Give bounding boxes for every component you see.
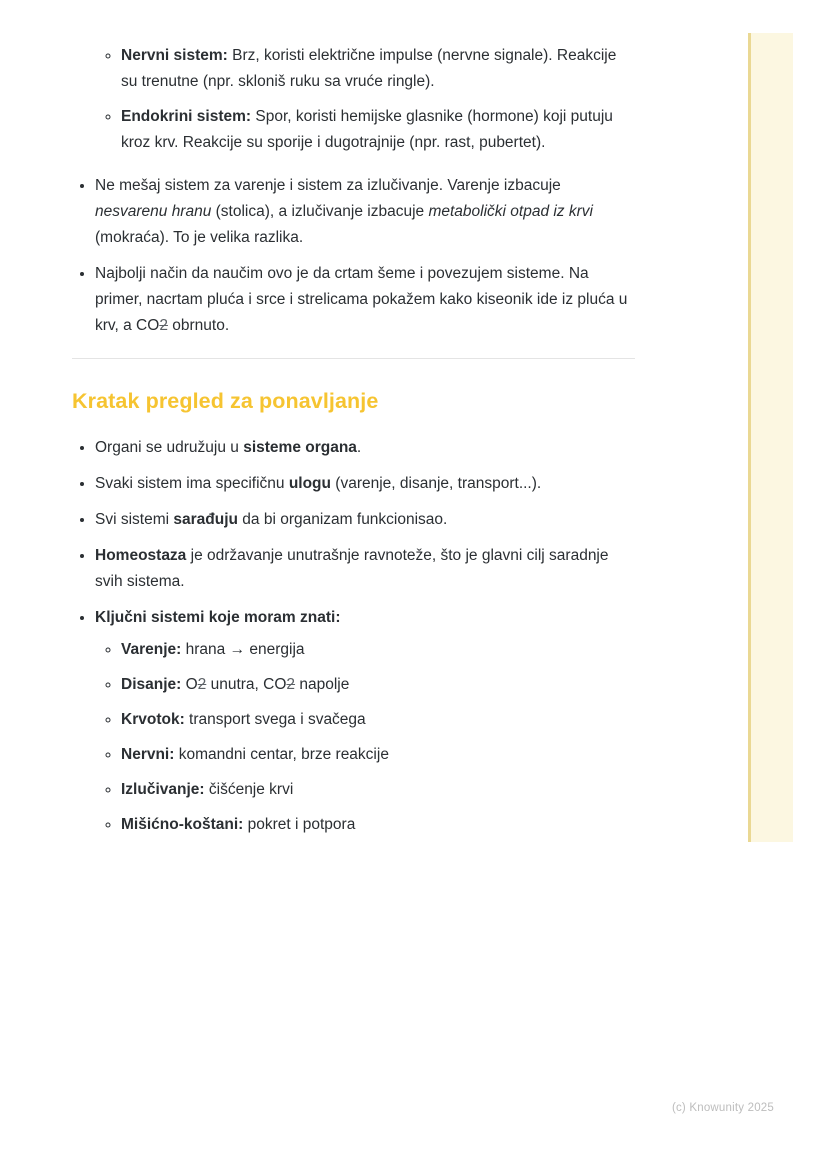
text-segment: sarađuju: [173, 511, 238, 528]
text-segment: (stolica), a izlučivanje izbacuje: [211, 203, 429, 220]
text-segment: Nervni sistem:: [121, 47, 233, 64]
list-item: [121, 741, 635, 768]
text-segment: Ključni sistemi koje moram znati:: [95, 609, 341, 626]
text-segment: Svi sistemi: [95, 511, 174, 528]
text-segment: metabolički otpad iz krvi: [428, 203, 593, 220]
text-segment: transport svega i svačega: [189, 711, 366, 728]
text-segment: nesvarenu hranu: [95, 203, 212, 220]
list-item: [95, 260, 635, 339]
text-segment: (varenje, disanje, transport...).: [331, 475, 542, 492]
list-item: [121, 671, 635, 698]
review-bullet-list: [72, 434, 635, 838]
text-segment: Varenje:: [121, 641, 186, 658]
page-edge-decoration: [748, 33, 793, 842]
text-segment: 2: [286, 676, 296, 693]
list-item: [95, 542, 635, 595]
text-segment: komandni centar, brze reakcije: [178, 746, 389, 763]
text-segment: Krvotok:: [121, 711, 190, 728]
text-segment: obrnuto.: [167, 317, 230, 334]
text-segment: Homeostaza: [95, 547, 187, 564]
section-heading: Kratak pregled za ponavljanje: [72, 389, 379, 413]
list-item: [95, 172, 635, 251]
copyright-footer: (c) Knowunity 2025: [671, 1102, 774, 1114]
text-segment: 2: [197, 676, 207, 693]
text-segment: sisteme organa: [243, 439, 357, 456]
text-segment: Mišićno-koštani:: [121, 816, 248, 833]
text-segment: Najbolji način da naučim ovo je da crtam šeme i povezujem sisteme. Na primer, nacrtam pluća i srce i strelicama pokažem kako kiseonik ide iz pluća u krv, a CO: [95, 265, 628, 334]
text-segment: hrana → energija: [185, 641, 305, 658]
nested-bullet-list: [95, 636, 635, 838]
text-segment: unutra, CO: [206, 676, 287, 693]
text-segment: Disanje:: [121, 676, 186, 693]
list-item: [95, 470, 635, 497]
list-item: [121, 42, 635, 95]
text-segment: Svaki sistem ima specifičnu: [95, 475, 289, 492]
text-segment: 2: [159, 317, 168, 334]
text-segment: čišćenje krvi: [208, 781, 294, 798]
text-segment: Spor, koristi hemijske glasnike (hormone) koji putuju kroz krv. Reakcije su sporije i dugotrajnije (npr. rast, pubertet).: [121, 108, 613, 151]
list-item: [95, 604, 635, 838]
list-item: [121, 636, 635, 663]
list-item: [121, 811, 635, 838]
document-content: [72, 42, 635, 847]
list-item: [121, 706, 635, 733]
text-segment: napolje: [295, 676, 350, 693]
text-segment: O: [185, 676, 198, 693]
intro-sub-bullet-list: [72, 42, 635, 156]
intro-bullet-list: [72, 172, 635, 339]
list-item: [121, 776, 635, 803]
text-segment: Organi se udružuju u: [95, 439, 244, 456]
list-item: [121, 103, 635, 156]
text-segment: da bi organizam funkcionisao.: [237, 511, 448, 528]
text-segment: pokret i potpora: [247, 816, 356, 833]
text-segment: Nervni:: [121, 746, 179, 763]
list-item: [95, 506, 635, 533]
text-segment: .: [356, 439, 362, 456]
text-segment: Izlučivanje:: [121, 781, 209, 798]
section-divider: [72, 358, 635, 359]
text-segment: Brz, koristi električne impulse (nervne signale). Reakcije su trenutne (npr. skloniš ruku sa vruće ringle).: [121, 47, 617, 90]
text-segment: Ne mešaj sistem za varenje i sistem za izlučivanje. Varenje izbacuje: [95, 177, 561, 194]
text-segment: ulogu: [288, 475, 331, 492]
text-segment: (mokraća). To je velika razlika.: [95, 229, 304, 246]
list-item: [95, 434, 635, 461]
text-segment: je održavanje unutrašnje ravnoteže, što je glavni cilj saradnje svih sistema.: [95, 547, 609, 590]
text-segment: Endokrini sistem:: [121, 108, 256, 125]
